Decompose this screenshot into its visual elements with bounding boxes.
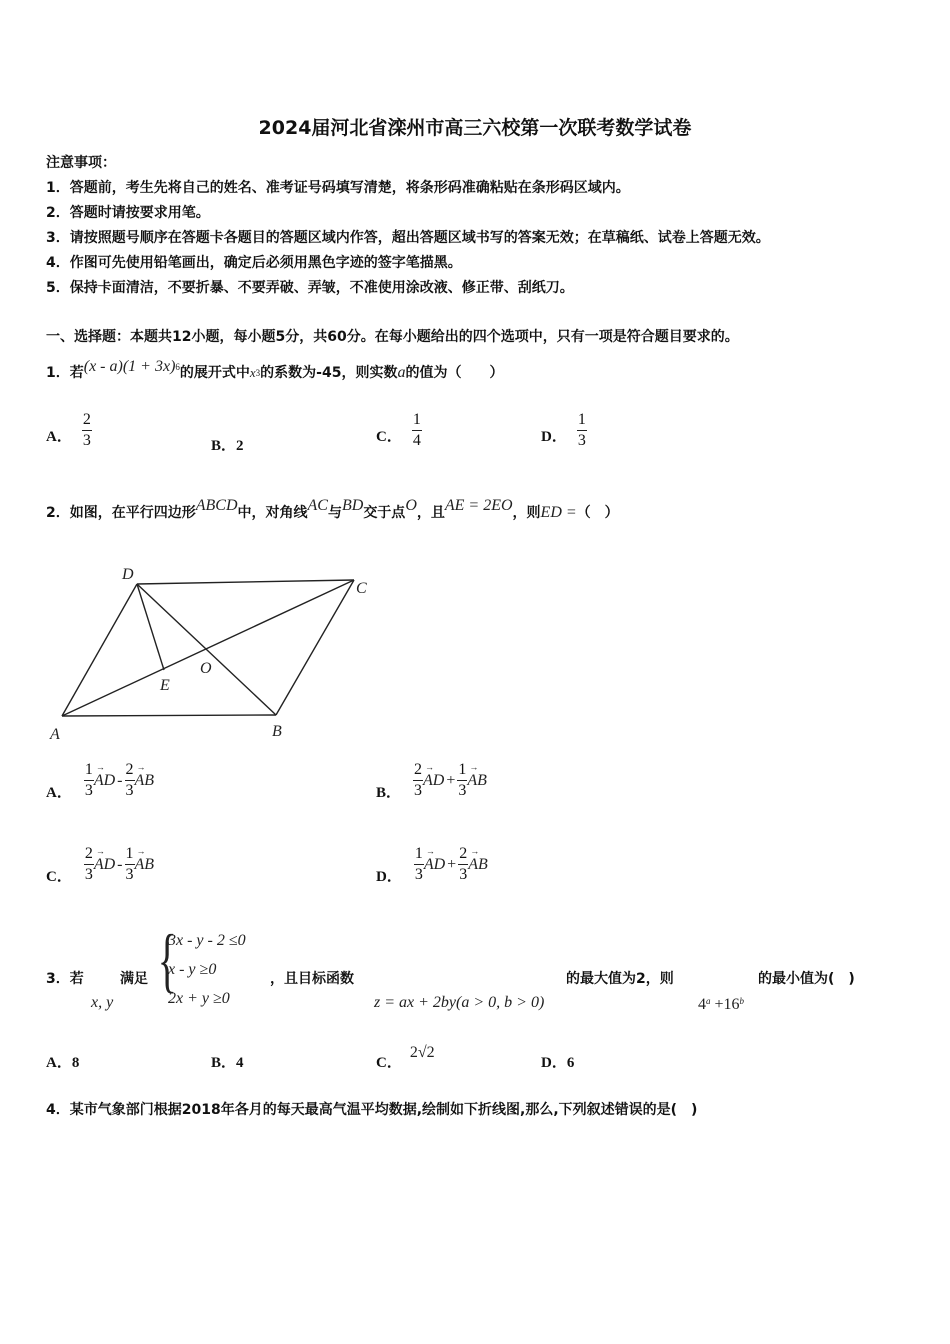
note-item: 3．请按照题号顺序在答题卡各题目的答题区域内作答，超出答题区域书写的答案无效；在草稿纸、试卷上答题无效。 [46,230,770,246]
diagonal-ac [62,580,354,716]
q2-option-c[interactable] [46,844,154,885]
q2-bd: BD [341,497,364,514]
q1-expression: (x - a)(1 + 3x) [83,358,176,375]
label-a: A [50,726,60,743]
numerator: 2 [82,410,92,431]
q3-text: 满足 [120,971,148,987]
option-value: 2 [236,438,244,454]
option-label: D． [376,869,402,885]
q1-var: x [249,365,256,380]
constraint-2: x - y ≥0 [168,961,217,978]
q2-condition: AE = 2EO [444,497,513,514]
option-value: 8 [71,1055,80,1071]
vector-ab: → AB [467,762,487,789]
q3-vars: x, y [91,994,114,1011]
numerator: 1 [457,760,467,781]
fraction [82,410,92,451]
fraction [125,760,135,801]
q2-ed: ED = [540,504,577,521]
side-ab [62,715,276,716]
vector-ad: → AD [423,762,445,789]
q1-text: 的展开式中 [179,365,250,381]
q3-option-a[interactable] [46,1051,79,1072]
q1-option-b[interactable] [211,434,244,455]
fraction [458,844,468,885]
q1-option-a[interactable] [46,410,92,451]
fraction [125,844,135,885]
fraction [413,760,423,801]
vector-ab: → AB [134,762,155,789]
q3-prefix: 3．若 [46,971,84,987]
vector-ad: → AD [423,846,446,873]
denominator: 3 [125,782,134,799]
constraint-3: 2x + y ≥0 [168,990,230,1007]
q2-text: ，则 [512,505,541,521]
option-label: C． [376,429,402,445]
side-ad [62,584,137,716]
denominator: 3 [458,782,467,799]
denominator: 3 [82,432,91,449]
vector-ab: → AB [134,846,155,873]
denominator: 3 [414,866,423,883]
fraction [84,760,94,801]
side-dc [137,580,354,584]
q1-option-c[interactable] [376,410,422,451]
option-label: A． [46,429,72,445]
q2-abcd: ABCD [195,497,238,514]
q2-ac: AC [307,497,328,514]
option-label: C． [46,869,72,885]
question-4: 4．某市气象部门根据2018年各月的每天最高气温平均数据,绘制如下折线图,那么,下列叙述错误的是( ) [46,1102,698,1118]
note-item: 4．作图可先使用铅笔画出，确定后必须用黑色字迹的签字笔描黑。 [46,255,462,271]
option-label: D． [541,1055,567,1071]
fraction [414,844,424,885]
option-label: B． [211,438,237,454]
q2-text: （ ） [576,505,619,521]
denominator: 3 [414,782,423,799]
label-e: E [160,677,170,694]
operator: - [117,772,123,789]
note-item: 1．答题前，考生先将自己的姓名、准考证号码填写清楚，将条形码准确粘贴在条形码区域内。 [46,180,630,196]
option-label: D． [541,429,567,445]
q2-text: 2．如图，在平行四边形 [46,505,196,521]
denominator: 3 [125,866,134,883]
vector-ab: → AB [468,846,488,873]
option-value: 4 [236,1055,244,1071]
option-label: A． [46,785,72,801]
label-o: O [200,660,212,677]
option-label: B． [376,785,402,801]
denominator: 4 [412,432,421,449]
constraint-1: 3x - y - 2 ≤0 [168,932,246,949]
q1-var-exp: 3 [255,368,261,378]
page-title: 2024届河北省滦州市高三六校第一次联考数学试卷 [258,117,692,139]
numerator: 1 [412,410,422,431]
q2-text: 中，对角线 [237,505,308,521]
operator: - [117,856,123,873]
option-label: B． [211,1055,237,1071]
q1-prefix: 1．若 [46,365,84,381]
denominator: 3 [459,866,468,883]
label-b: B [272,723,282,740]
option-label: C． [376,1055,402,1071]
option-label: A． [46,1055,72,1071]
q1-option-d[interactable] [541,410,587,451]
numerator: 1 [414,844,424,865]
q3-text: ，且目标函数 [270,971,354,987]
q3-option-d[interactable] [541,1051,574,1072]
operator: + [447,856,457,873]
fraction [412,410,422,451]
side-cb [276,580,354,715]
target-expression: $4^a +16^b$ [698,996,745,1013]
section-heading: 一、选择题：本题共12小题，每小题5分，共60分。在每小题给出的四个选项中，只有一项是符合题目要求的。 [46,329,739,345]
q3-option-c[interactable] [376,1044,435,1072]
system-brace: { [157,920,177,1000]
q2-option-b[interactable] [376,760,487,801]
denominator: 3 [84,782,93,799]
numerator: 2 [125,760,135,781]
vector-ad: → AD [93,846,116,873]
notes-heading: 注意事项： [46,155,116,171]
numerator: 2 [413,760,423,781]
q2-text: 与 [327,505,342,521]
question-1 [46,356,503,390]
q2-option-a[interactable] [46,760,154,801]
numerator: 2 [458,844,468,865]
operator: + [446,772,456,789]
option-value: 6 [566,1055,575,1071]
vector-ad: → AD [93,762,116,789]
numerator: 2 [84,844,94,865]
fraction [457,760,467,801]
numerator: 1 [84,760,94,781]
q2-text: 交于点 [363,505,406,521]
q2-text: ，且 [416,505,445,521]
q1-text: 的值为（ ） [405,365,504,381]
parallelogram-figure [40,555,400,755]
q2-o: O [405,497,417,514]
denominator: 3 [84,866,93,883]
label-c: C [356,580,367,597]
q1-text: 的系数为-45，则实数 [260,365,398,381]
q3-option-b[interactable] [211,1051,244,1072]
question-2 [46,496,619,530]
q2-option-d[interactable] [376,844,488,885]
numerator: 1 [577,410,587,431]
q1-param: a [397,364,406,381]
label-d: D [122,566,134,583]
denominator: 3 [577,432,586,449]
objective-function: z = ax + 2by(a > 0, b > 0) [374,994,545,1011]
fraction [84,844,94,885]
note-item: 5．保持卡面清洁，不要折暴、不要弄破、弄皱，不准使用涂改液、修正带、刮纸刀。 [46,280,574,296]
note-item: 2．答题时请按要求用笔。 [46,205,210,221]
option-value: 2√2 [409,1044,435,1061]
q1-exponent: 6 [175,362,180,372]
q3-text: 的最大值为2，则 [566,971,674,987]
numerator: 1 [125,844,135,865]
fraction [577,410,587,451]
q3-text: 的最小值为( ) [758,971,855,987]
